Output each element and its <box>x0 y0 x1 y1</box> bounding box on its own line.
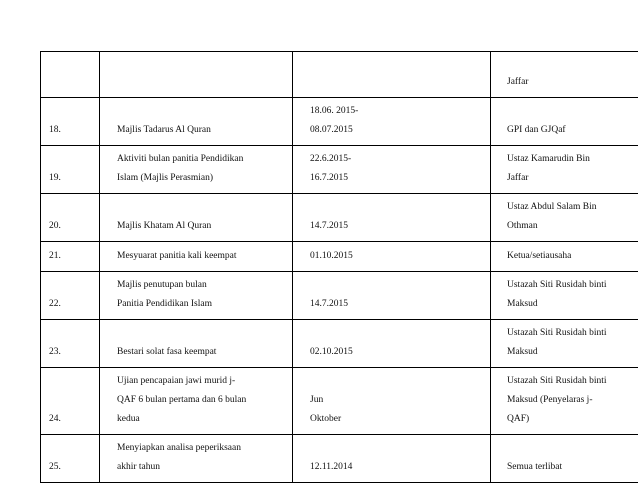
cell-responsible-line: Ustaz Kamarudin Bin <box>507 154 590 164</box>
cell-date-line: 02.10.2015 <box>310 347 353 357</box>
cell-activity-line: Majlis Khatam Al Quran <box>117 221 212 231</box>
cell-responsible <box>491 98 638 146</box>
table-row <box>41 242 638 272</box>
cell-responsible-line: Ketua/setiausaha <box>507 251 572 261</box>
cell-date-line: 12.11.2014 <box>310 462 353 472</box>
table-row <box>41 368 638 435</box>
table-row <box>41 146 638 194</box>
cell-activity-line: Mesyuarat panitia kali keempat <box>117 251 237 261</box>
table-row <box>41 98 638 146</box>
cell-number-text: 19. <box>49 173 61 183</box>
cell-responsible-line: Ustazah Siti Rusidah binti <box>507 376 607 386</box>
cell-date-line: 18.06. 2015- <box>310 106 359 116</box>
cell-date-line: 16.7.2015 <box>310 173 348 183</box>
cell-responsible-line: Maksud <box>507 347 538 357</box>
cell-responsible <box>491 272 638 320</box>
cell-activity-line: QAF 6 bulan pertama dan 6 bulan <box>117 395 247 405</box>
cell-number-text: 25. <box>49 462 61 472</box>
cell-number-text: 23. <box>49 347 61 357</box>
cell-number <box>41 320 100 368</box>
cell-date <box>293 194 491 242</box>
cell-activity-line: Menyiapkan analisa peperiksaan <box>117 443 241 453</box>
cell-responsible-line: Jaffar <box>507 173 529 183</box>
cell-activity-line: Ujian pencapaian jawi murid j- <box>117 376 236 386</box>
cell-number <box>41 368 100 435</box>
cell-number <box>41 194 100 242</box>
cell-number-text: 24. <box>49 414 61 424</box>
cell-responsible-line: Maksud (Penyelaras j- <box>507 395 593 405</box>
table-row <box>41 435 638 483</box>
cell-activity <box>100 320 293 368</box>
cell-responsible <box>491 146 638 194</box>
cell-number <box>41 98 100 146</box>
cell-date <box>293 272 491 320</box>
cell-activity <box>100 368 293 435</box>
cell-responsible-line: Jaffar <box>507 77 529 87</box>
cell-responsible <box>491 242 638 272</box>
cell-responsible-line: Semua terlibat <box>507 462 563 472</box>
cell-activity-line: Panitia Pendidikan Islam <box>117 299 212 309</box>
cell-date-line: 01.10.2015 <box>310 251 353 261</box>
cell-responsible <box>491 52 638 98</box>
cell-responsible-line: QAF) <box>507 414 530 424</box>
cell-number <box>41 272 100 320</box>
cell-activity-line: Bestari solat fasa keempat <box>117 347 217 357</box>
cell-activity-line: Aktiviti bulan panitia Pendidikan <box>117 154 244 164</box>
cell-date <box>293 435 491 483</box>
cell-responsible-line: Othman <box>507 221 538 231</box>
cell-responsible <box>491 194 638 242</box>
cell-number <box>41 146 100 194</box>
cell-date-line: Jun <box>310 395 324 405</box>
cell-activity <box>100 146 293 194</box>
cell-date-line: Oktober <box>310 414 342 424</box>
cell-number-text: 22. <box>49 299 61 309</box>
cell-number-text: 21. <box>49 251 61 261</box>
cell-responsible <box>491 368 638 435</box>
cell-activity <box>100 52 293 98</box>
cell-number <box>41 52 100 98</box>
cell-number-text: 18. <box>49 125 61 135</box>
cell-activity <box>100 194 293 242</box>
table-row <box>41 320 638 368</box>
cell-date-line: 14.7.2015 <box>310 299 348 309</box>
cell-responsible-line: Ustaz Abdul Salam Bin <box>507 202 597 212</box>
schedule-table <box>40 51 638 483</box>
cell-date-line: 08.07.2015 <box>310 125 353 135</box>
cell-activity-line: akhir tahun <box>117 462 161 472</box>
cell-date-line: 22.6.2015- <box>310 154 352 164</box>
table-row <box>41 272 638 320</box>
cell-activity-line: Islam (Majlis Perasmian) <box>117 173 214 183</box>
cell-date <box>293 146 491 194</box>
cell-responsible-line: Maksud <box>507 299 538 309</box>
cell-activity <box>100 242 293 272</box>
cell-number <box>41 242 100 272</box>
cell-date-line: 14.7.2015 <box>310 221 348 231</box>
table-row <box>41 52 638 98</box>
cell-date <box>293 52 491 98</box>
cell-number-text: 20. <box>49 221 61 231</box>
cell-activity-line: Majlis Tadarus Al Quran <box>117 125 211 135</box>
table-row <box>41 194 638 242</box>
cell-responsible-line: Ustazah Siti Rusidah binti <box>507 328 607 338</box>
cell-activity-line: kedua <box>117 414 140 424</box>
cell-activity <box>100 435 293 483</box>
cell-number <box>41 435 100 483</box>
cell-date <box>293 368 491 435</box>
cell-date <box>293 320 491 368</box>
cell-activity <box>100 272 293 320</box>
schedule-table-body <box>41 52 638 483</box>
cell-responsible-line: Ustazah Siti Rusidah binti <box>507 280 607 290</box>
cell-date <box>293 98 491 146</box>
cell-date <box>293 242 491 272</box>
cell-activity-line: Majlis penutupan bulan <box>117 280 207 290</box>
cell-responsible <box>491 435 638 483</box>
cell-responsible-line: GPI dan GJQaf <box>507 125 566 135</box>
cell-responsible <box>491 320 638 368</box>
cell-activity <box>100 98 293 146</box>
